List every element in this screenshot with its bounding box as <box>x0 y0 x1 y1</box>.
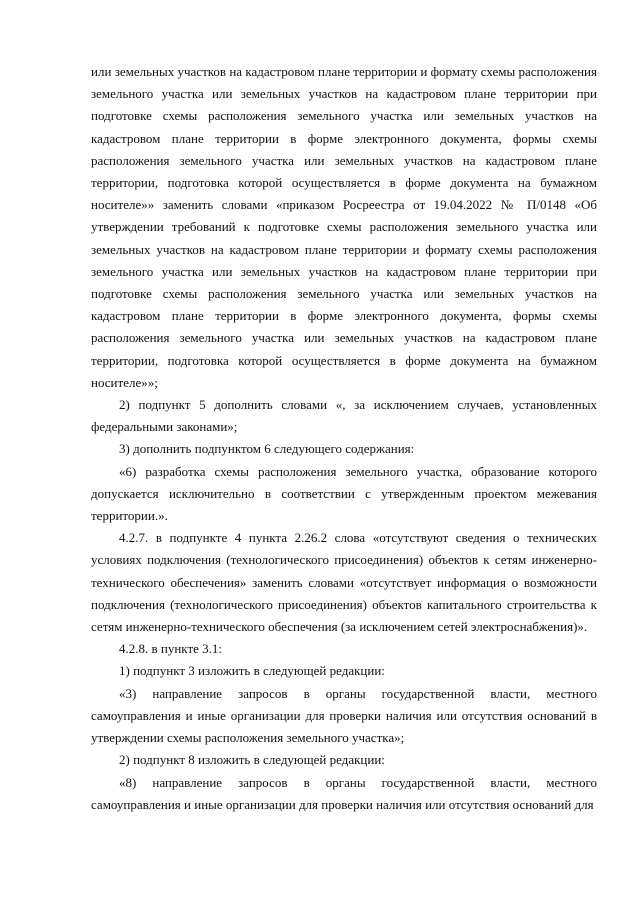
paragraph-subitem-2b: 2) подпункт 8 изложить в следующей редакции: <box>119 752 385 768</box>
paragraph-quote-6: «6) разработка схемы расположения земельного участка, образование которого допускается исключительно в соответствии с утвержденным проектом межевания территории.». <box>91 463 597 524</box>
paragraph-quote-3: «3) направление запросов в органы государственной власти, местного самоуправления и иные организации для проверки наличия или отсутствия оснований в утверждении схемы расположения земельного участка»; <box>91 685 597 746</box>
paragraph-subitem-3: 3) дополнить подпунктом 6 следующего содержания: <box>119 441 415 457</box>
document-body <box>91 61 597 816</box>
paragraph-subitem-2: 2) подпункт 5 дополнить словами «, за исключением случаев, установленных федеральными законами»; <box>91 397 597 435</box>
paragraph-continuation: или земельных участков на кадастровом плане территории и формату схемы расположения земельного участка или земельных участков на кадастровом плане территории при подготовке схемы расположения земельного участка или земельных участков на кадастровом плане территории в форме электронного документа, формы схемы расположения земельного участка или земельных участков на кадастровом плане территории, подготовка которой осуществляется в форме документа на бумажном носителе»» заменить словами «приказом Росреестра от 19.04.2022 № П/0148 «Об утверждении требований к подготовке схемы расположения земельного участка или земельных участков на кадастровом плане территории и формату схемы расположения земельного участка или земельных участков на кадастровом плане территории при подготовке схемы расположения земельного участка или земельных участков на кадастровом плане территории в форме электронного документа, формы схемы расположения земельного участка или земельных участков на кадастровом плане территории, подготовка которой осуществляется в форме документа на бумажном носителе»»; <box>91 64 597 390</box>
paragraph-clause-4-2-7: 4.2.7. в подпункте 4 пункта 2.26.2 слова «отсутствуют сведения о технических условиях подключения (технологического присоединения) объектов к сетям инженерно-технического обеспечения» заменить словами «отсутствует информация о возможности подключения (технологического присоединения) объектов капитального строительства к сетям инженерно-технического обеспечения (за исключением сетей электроснабжения)». <box>91 530 597 635</box>
paragraph-quote-8: «8) направление запросов в органы государственной власти, местного самоуправления и иные организации для проверки наличия или отсутствия оснований для <box>91 774 597 812</box>
paragraph-subitem-1: 1) подпункт 3 изложить в следующей редакции: <box>119 663 385 679</box>
paragraph-clause-4-2-8: 4.2.8. в пункте 3.1: <box>119 641 223 657</box>
